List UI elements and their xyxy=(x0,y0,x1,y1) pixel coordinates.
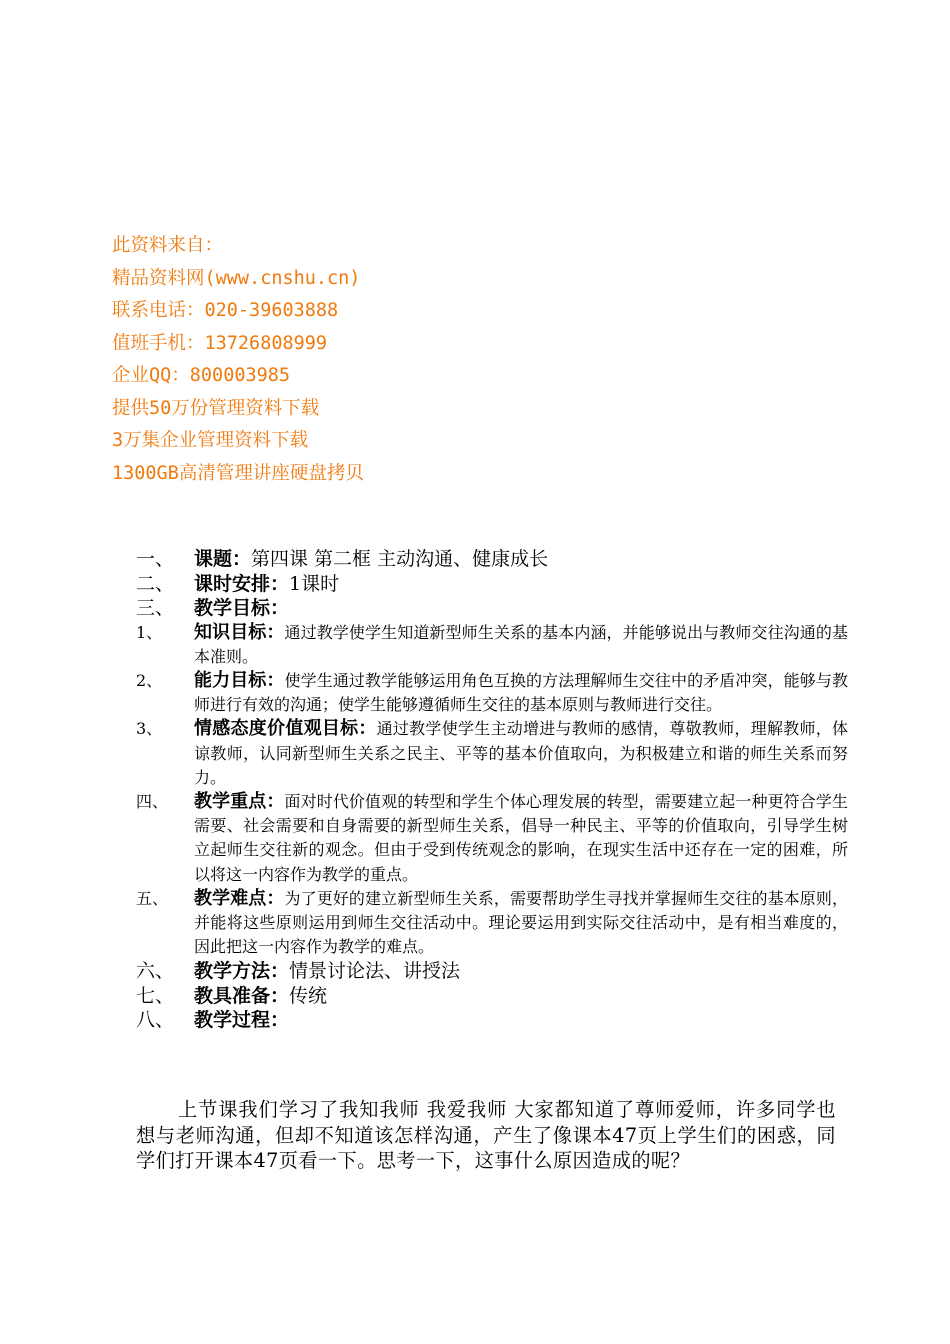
item-text: 情景讨论法、讲授法 xyxy=(289,960,461,983)
item-label: 能力目标： xyxy=(194,669,285,691)
item-text: 为了更好的建立新型师生关系，需要帮助学生寻找并掌握师生交往的基本原则，并能将这些原则运用到师生交往活动中。理论要运用到实际交往活动中，是有相当难度的，因此把这一内容作为教学的难点。 xyxy=(194,888,848,957)
item-label: 课时安排： xyxy=(194,572,290,595)
outline-item xyxy=(136,572,848,597)
lesson-intro-paragraph: 上节课我们学习了我知我师 我爱我师 大家都知道了尊师爱师，许多同学也想与老师沟通，但却不知道该怎样沟通，产生了像课本47页上学生们的困惑，同学们打开课本47页看一下。思考一下，这事什么原因造成的呢？ xyxy=(136,1098,836,1173)
lesson-outline xyxy=(136,547,848,1033)
item-number: 五、 xyxy=(136,888,169,908)
item-label: 课题： xyxy=(194,548,252,570)
outline-item xyxy=(136,959,848,984)
outline-item xyxy=(136,984,848,1009)
item-number: 1、 xyxy=(136,622,163,642)
item-text: 通过教学使学生主动增进与教师的感情，尊敬教师，理解教师，体谅教师，认同新型师生关系之民主、平等的基本价值取向，为积极建立和谐的师生关系而努力。 xyxy=(194,719,848,787)
source-line: 1300GB高清管理讲座硬盘拷贝 xyxy=(112,462,364,484)
item-label: 知识目标： xyxy=(194,621,285,643)
source-line: 此资料来自： xyxy=(112,235,224,256)
source-line-mobile: 值班手机：13726808999 xyxy=(112,332,328,354)
source-line-phone: 联系电话：020-39603888 xyxy=(112,300,339,321)
source-line: 3万集企业管理资料下载 xyxy=(112,430,309,451)
item-label: 教学重点： xyxy=(194,790,285,812)
item-label: 教具准备： xyxy=(194,984,290,1007)
item-number: 八、 xyxy=(136,1009,175,1032)
source-info-block xyxy=(112,230,532,490)
outline-item xyxy=(136,547,848,572)
item-number: 3、 xyxy=(136,719,163,739)
item-label: 教学难点： xyxy=(194,887,285,909)
source-line-website: 精品资料网(www.cnshu.cn) xyxy=(112,267,361,289)
outline-item xyxy=(136,887,848,960)
outline-item xyxy=(136,669,848,717)
item-label: 教学过程： xyxy=(194,1009,290,1032)
outline-item xyxy=(136,621,848,669)
item-text: 通过教学使学生知道新型师生关系的基本内涵，并能够说出与教师交往沟通的基本准则。 xyxy=(194,622,848,666)
item-text: 1课时 xyxy=(289,572,340,595)
item-label: 教学方法： xyxy=(194,960,290,983)
item-text: 使学生通过教学能够运用角色互换的方法理解师生交往中的矛盾冲突，能够与教师进行有效的沟通；使学生能够遵循师生交往的基本原则与教师进行交往。 xyxy=(194,670,848,715)
item-text: 面对时代价值观的转型和学生个体心理发展的转型，需要建立起一种更符合学生需要、社会需要和自身需要的新型师生关系，倡导一种民主、平等的价值取向，引导学生树立起师生交往新的观念。但由于受到传统观念的影响，在现实生活中还存在一定的困难，所以将这一内容作为教学的重点。 xyxy=(194,791,848,884)
item-number: 七、 xyxy=(136,984,175,1007)
item-number: 一、 xyxy=(136,548,175,570)
item-text: 第四课 第二框 主动沟通、健康成长 xyxy=(251,548,549,570)
outline-item xyxy=(136,717,848,790)
item-text: 传统 xyxy=(289,984,328,1007)
outline-item xyxy=(136,596,848,621)
item-label: 教学目标： xyxy=(194,597,290,619)
outline-item xyxy=(136,790,848,887)
item-number: 六、 xyxy=(136,960,175,983)
item-number: 二、 xyxy=(136,572,175,595)
source-line-qq: 企业QQ：800003985 xyxy=(112,365,291,386)
outline-item xyxy=(136,1008,848,1033)
item-label: 情感态度价值观目标： xyxy=(194,718,377,740)
item-number: 三、 xyxy=(136,597,175,619)
source-line: 提供50万份管理资料下载 xyxy=(112,397,320,419)
item-number: 2、 xyxy=(136,670,163,690)
item-number: 四、 xyxy=(136,791,169,811)
